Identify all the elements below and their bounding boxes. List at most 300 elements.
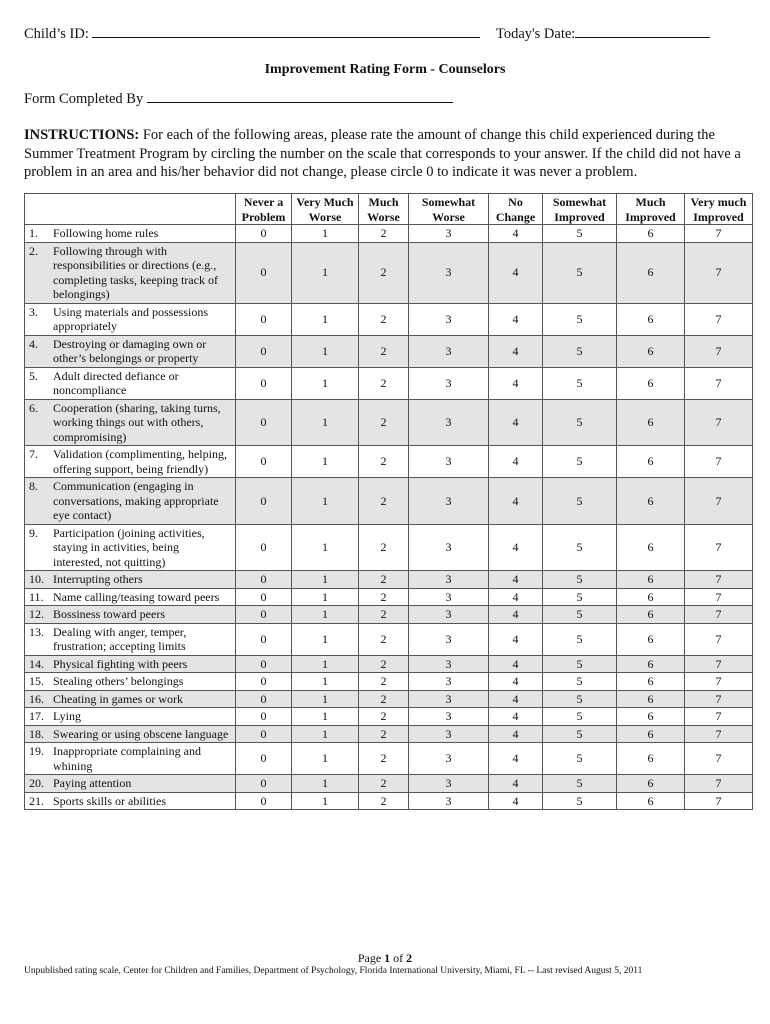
rating-option[interactable]: 5 [543,524,617,571]
rating-option[interactable]: 0 [236,655,292,673]
item-cell [25,367,236,399]
rating-option[interactable]: 0 [236,446,292,478]
rating-option[interactable]: 4 [489,335,543,367]
date-label: Today's Date: [496,26,576,42]
item-number: 19. [29,744,44,758]
rating-option[interactable]: 3 [409,623,489,655]
rating-option[interactable]: 5 [543,225,617,243]
rating-option[interactable]: 2 [359,708,409,726]
item-text: Dealing with anger, temper, frustration; accepting limits [53,624,187,653]
rating-option[interactable]: 5 [543,606,617,624]
item-cell [25,606,236,624]
rating-option[interactable]: 6 [617,725,685,743]
item-cell [25,303,236,335]
item-text: Swearing or using obscene language [53,726,229,741]
item-number: 10. [29,572,44,586]
rating-option[interactable]: 4 [489,225,543,243]
rating-option[interactable]: 5 [543,792,617,810]
rating-option[interactable]: 2 [359,673,409,691]
item-number: 8. [29,479,38,493]
rating-option[interactable]: 5 [543,655,617,673]
child-id-row [24,24,480,43]
item-text: Sports skills or abilities [53,793,167,808]
rating-option[interactable]: 1 [292,478,359,525]
rating-option[interactable]: 1 [292,399,359,446]
item-cell [25,478,236,525]
rating-option[interactable]: 0 [236,623,292,655]
item-cell [25,792,236,810]
item-label [29,709,231,724]
rating-option[interactable]: 7 [685,690,753,708]
table-row [25,673,753,691]
item-text: Destroying or damaging own or other’s belongings or property [53,336,207,365]
rating-option[interactable]: 7 [685,655,753,673]
item-label [29,479,231,523]
rating-option[interactable]: 0 [236,478,292,525]
column-header: Much Improved [617,194,685,225]
rating-option[interactable]: 5 [543,446,617,478]
rating-option[interactable]: 1 [292,708,359,726]
item-number: 12. [29,607,44,621]
rating-table [24,193,753,810]
rating-option[interactable]: 4 [489,673,543,691]
rating-option[interactable]: 6 [617,690,685,708]
rating-option[interactable]: 7 [685,673,753,691]
rating-option[interactable]: 1 [292,673,359,691]
rating-option[interactable]: 4 [489,367,543,399]
rating-option[interactable]: 3 [409,743,489,775]
item-cell [25,588,236,606]
rating-option[interactable]: 5 [543,303,617,335]
rating-option[interactable]: 0 [236,225,292,243]
rating-option[interactable]: 1 [292,588,359,606]
table-row [25,588,753,606]
table-row [25,225,753,243]
child-id-field[interactable] [92,24,480,38]
rating-option[interactable]: 0 [236,399,292,446]
rating-option[interactable]: 0 [236,524,292,571]
item-label [29,401,231,445]
rating-option[interactable]: 2 [359,588,409,606]
column-header: No Change [489,194,543,225]
rating-option[interactable]: 6 [617,571,685,589]
item-text: Following through with responsibilities or directions (e.g., completing tasks, keeping track of belongings) [53,243,218,301]
rating-option[interactable]: 7 [685,606,753,624]
rating-option[interactable]: 6 [617,524,685,571]
column-header: Somewhat Improved [543,194,617,225]
item-number: 2. [29,243,38,258]
rating-option[interactable]: 5 [543,367,617,399]
item-number: 18. [29,726,44,741]
item-cell [25,242,236,303]
rating-option[interactable]: 3 [409,725,489,743]
item-cell [25,690,236,708]
form-title: Improvement Rating Form - Counselors [264,62,506,77]
item-number: 15. [29,674,44,688]
rating-option[interactable]: 1 [292,743,359,775]
rating-option[interactable]: 0 [236,571,292,589]
rating-option[interactable]: 3 [409,225,489,243]
rating-option[interactable]: 5 [543,725,617,743]
table-row [25,524,753,571]
date-row [496,24,710,43]
rating-option[interactable]: 3 [409,303,489,335]
item-label [29,625,231,654]
rating-option[interactable]: 6 [617,303,685,335]
rating-option[interactable]: 2 [359,478,409,525]
table-row [25,399,753,446]
rating-option[interactable]: 6 [617,775,685,793]
rating-option[interactable]: 3 [409,673,489,691]
item-number: 6. [29,400,38,415]
rating-option[interactable]: 3 [409,446,489,478]
rating-option[interactable]: 5 [543,708,617,726]
rating-option[interactable]: 5 [543,242,617,303]
page-total: 2 [406,951,413,965]
item-text: Stealing others’ belongings [53,674,184,688]
rating-option[interactable]: 1 [292,571,359,589]
rating-option[interactable]: 7 [685,242,753,303]
item-label [29,305,231,334]
rating-option[interactable]: 4 [489,606,543,624]
item-number: 16. [29,691,44,706]
completed-by-label: Form Completed By [24,91,144,107]
item-label [29,447,231,476]
rating-option[interactable]: 6 [617,606,685,624]
item-number: 3. [29,304,38,319]
rating-option[interactable]: 6 [617,673,685,691]
column-header: Never a Problem [236,194,292,225]
item-label [29,526,231,570]
rating-option[interactable]: 2 [359,655,409,673]
item-number: 1. [29,226,38,240]
table-row [25,446,753,478]
rating-option[interactable]: 6 [617,708,685,726]
item-cell [25,725,236,743]
instructions [24,126,750,182]
item-label [29,337,231,366]
rating-option[interactable]: 6 [617,478,685,525]
item-label [29,590,231,605]
rating-option[interactable]: 6 [617,446,685,478]
rating-option[interactable]: 0 [236,725,292,743]
rating-option[interactable]: 3 [409,242,489,303]
rating-option[interactable]: 3 [409,399,489,446]
table-row [25,690,753,708]
rating-option[interactable]: 3 [409,335,489,367]
rating-option[interactable]: 6 [617,225,685,243]
item-label [29,744,231,773]
item-label [29,776,231,791]
rating-option[interactable]: 0 [236,743,292,775]
rating-option[interactable]: 3 [409,775,489,793]
rating-option[interactable]: 4 [489,242,543,303]
rating-option[interactable]: 3 [409,478,489,525]
item-number: 11. [29,589,44,604]
table-row [25,792,753,810]
rating-option[interactable]: 2 [359,743,409,775]
item-cell [25,655,236,673]
item-number: 21. [29,793,44,808]
rating-option[interactable]: 1 [292,690,359,708]
item-text: Cooperation (sharing, taking turns, working things out with others, compromising) [53,400,221,444]
rating-option[interactable]: 0 [236,242,292,303]
column-header: Much Worse [359,194,409,225]
rating-option[interactable]: 7 [685,335,753,367]
rating-option[interactable]: 6 [617,792,685,810]
item-label [29,572,231,587]
item-label [29,794,231,809]
table-row [25,571,753,589]
item-text: Participation (joining activities, staying in activities, being interested, not quitting) [53,525,205,569]
rating-option[interactable]: 0 [236,775,292,793]
page-current: 1 [384,951,391,965]
item-cell [25,225,236,243]
rating-option[interactable]: 3 [409,524,489,571]
rating-option[interactable]: 6 [617,588,685,606]
page-number [0,951,770,966]
item-cell [25,775,236,793]
rating-option[interactable]: 6 [617,655,685,673]
rating-option[interactable]: 7 [685,367,753,399]
item-cell [25,623,236,655]
rating-option[interactable]: 1 [292,524,359,571]
rating-option[interactable]: 2 [359,225,409,243]
rating-option[interactable]: 0 [236,303,292,335]
item-cell [25,571,236,589]
table-row [25,367,753,399]
rating-option[interactable]: 1 [292,725,359,743]
rating-option[interactable]: 5 [543,743,617,775]
rating-option[interactable]: 4 [489,399,543,446]
rating-option[interactable]: 1 [292,623,359,655]
item-cell [25,743,236,775]
item-cell [25,524,236,571]
item-number: 4. [29,336,38,351]
rating-option[interactable]: 7 [685,399,753,446]
footer-note: Unpublished rating scale, Center for Children and Families, Department of Psychology, Florida International University, Miami, FL -- Last revised August 5, 2011 [24,966,643,976]
item-label [29,692,231,707]
rating-option[interactable]: 3 [409,367,489,399]
rating-option[interactable]: 7 [685,446,753,478]
item-text: Adult directed defiance or noncompliance [53,368,179,397]
rating-option[interactable]: 4 [489,743,543,775]
rating-option[interactable]: 2 [359,571,409,589]
instructions-label: INSTRUCTIONS: [24,127,140,143]
item-number: 13. [29,624,44,639]
item-label [29,727,231,742]
rating-option[interactable]: 4 [489,571,543,589]
rating-option[interactable]: 4 [489,708,543,726]
rating-option[interactable]: 1 [292,792,359,810]
item-text: Validation (complimenting, helping, offering support, being friendly) [53,447,227,476]
rating-option[interactable]: 4 [489,446,543,478]
page-prefix: Page [357,951,382,965]
item-text: Interrupting others [53,572,143,586]
rating-option[interactable]: 7 [685,623,753,655]
rating-option[interactable]: 5 [543,673,617,691]
item-number: 20. [29,776,44,790]
column-header: Very Much Worse [292,194,359,225]
rating-option[interactable]: 7 [685,775,753,793]
item-number: 7. [29,447,38,461]
item-header [25,194,236,225]
column-header: Very much Improved [685,194,753,225]
rating-option[interactable]: 1 [292,303,359,335]
table-row [25,775,753,793]
completed-by-field[interactable] [147,89,453,103]
table-row [25,303,753,335]
rating-option[interactable]: 5 [543,623,617,655]
rating-option[interactable]: 2 [359,792,409,810]
rating-option[interactable]: 2 [359,446,409,478]
rating-option[interactable]: 6 [617,367,685,399]
rating-option[interactable]: 6 [617,743,685,775]
rating-option[interactable]: 5 [543,571,617,589]
rating-option[interactable]: 3 [409,708,489,726]
rating-option[interactable]: 4 [489,303,543,335]
rating-option[interactable]: 0 [236,335,292,367]
table-row [25,708,753,726]
rating-option[interactable]: 3 [409,571,489,589]
rating-option[interactable]: 1 [292,446,359,478]
rating-option[interactable]: 4 [489,623,543,655]
rating-option[interactable]: 7 [685,225,753,243]
table-row [25,478,753,525]
rating-option[interactable]: 2 [359,242,409,303]
item-cell [25,335,236,367]
rating-option[interactable]: 4 [489,588,543,606]
rating-option[interactable]: 4 [489,478,543,525]
item-text: Using materials and possessions appropriately [53,304,208,333]
table-row [25,623,753,655]
item-text: Following home rules [53,226,159,240]
rating-option[interactable]: 3 [409,690,489,708]
rating-option[interactable]: 0 [236,367,292,399]
rating-option[interactable]: 2 [359,524,409,571]
rating-option[interactable]: 1 [292,655,359,673]
rating-option[interactable]: 3 [409,792,489,810]
rating-option[interactable]: 7 [685,725,753,743]
rating-option[interactable]: 2 [359,335,409,367]
rating-option[interactable]: 4 [489,725,543,743]
rating-option[interactable]: 0 [236,673,292,691]
rating-option[interactable]: 6 [617,242,685,303]
rating-option[interactable]: 2 [359,725,409,743]
item-text: Paying attention [53,776,132,790]
rating-option[interactable]: 5 [543,588,617,606]
item-cell [25,673,236,691]
rating-option[interactable]: 5 [543,690,617,708]
item-label [29,226,231,241]
rating-option[interactable]: 1 [292,225,359,243]
item-text: Inappropriate complaining and whining [53,744,201,773]
rating-option[interactable]: 7 [685,743,753,775]
item-text: Physical fighting with peers [53,656,188,671]
rating-option[interactable]: 2 [359,775,409,793]
rating-option[interactable]: 6 [617,335,685,367]
rating-option[interactable]: 1 [292,242,359,303]
rating-option[interactable]: 5 [543,335,617,367]
table-row [25,743,753,775]
rating-option[interactable]: 4 [489,792,543,810]
rating-option[interactable]: 1 [292,775,359,793]
rating-option[interactable]: 7 [685,588,753,606]
rating-option[interactable]: 0 [236,606,292,624]
rating-option[interactable]: 1 [292,606,359,624]
rating-option[interactable]: 3 [409,606,489,624]
rating-option[interactable]: 1 [292,335,359,367]
rating-option[interactable]: 7 [685,571,753,589]
rating-option[interactable]: 5 [543,478,617,525]
instructions-text: For each of the following areas, please rate the amount of change this child experienced during the Summer Treatment Program by circling the number on the scale that corresponds to your answer. If the child did not have a problem in an area and his/her behavior did not change, please circle 0 to indicate it was never a problem. [24,127,741,180]
rating-option[interactable]: 7 [685,792,753,810]
rating-option[interactable]: 7 [685,303,753,335]
rating-option[interactable]: 3 [409,588,489,606]
item-cell [25,446,236,478]
table-row [25,655,753,673]
rating-option[interactable]: 7 [685,478,753,525]
item-number: 14. [29,656,44,671]
item-text: Name calling/teasing toward peers [53,589,220,604]
item-label [29,369,231,398]
rating-option[interactable]: 6 [617,399,685,446]
rating-option[interactable]: 5 [543,399,617,446]
rating-option[interactable]: 0 [236,690,292,708]
rating-option[interactable]: 4 [489,775,543,793]
date-field[interactable] [575,24,710,38]
item-text: Communication (engaging in conversations, making appropriate eye contact) [53,479,219,522]
rating-option[interactable]: 7 [685,524,753,571]
item-cell [25,708,236,726]
child-id-label: Child’s ID: [24,26,89,42]
rating-option[interactable]: 2 [359,606,409,624]
rating-option[interactable]: 2 [359,623,409,655]
table-row [25,242,753,303]
rating-option[interactable]: 1 [292,367,359,399]
item-label [29,674,231,689]
rating-option[interactable]: 0 [236,588,292,606]
table-row [25,335,753,367]
rating-option[interactable]: 3 [409,655,489,673]
rating-rows [25,225,753,810]
rating-option[interactable]: 2 [359,690,409,708]
rating-option[interactable]: 4 [489,524,543,571]
item-cell [25,399,236,446]
table-row [25,725,753,743]
item-number: 17. [29,709,44,723]
rating-option[interactable]: 4 [489,655,543,673]
rating-option[interactable]: 0 [236,792,292,810]
rating-option[interactable]: 6 [617,623,685,655]
item-label [29,244,231,302]
rating-option[interactable]: 2 [359,367,409,399]
page-of: of [393,951,404,965]
rating-option[interactable]: 5 [543,775,617,793]
rating-option[interactable]: 2 [359,303,409,335]
item-label [29,657,231,672]
item-text: Cheating in games or work [53,691,183,706]
rating-option[interactable]: 4 [489,690,543,708]
item-label [29,607,231,622]
header-row [25,194,753,225]
item-number: 5. [29,368,38,383]
item-text: Lying [53,709,82,723]
rating-option[interactable]: 2 [359,399,409,446]
rating-option[interactable]: 7 [685,708,753,726]
table-row [25,606,753,624]
rating-option[interactable]: 0 [236,708,292,726]
